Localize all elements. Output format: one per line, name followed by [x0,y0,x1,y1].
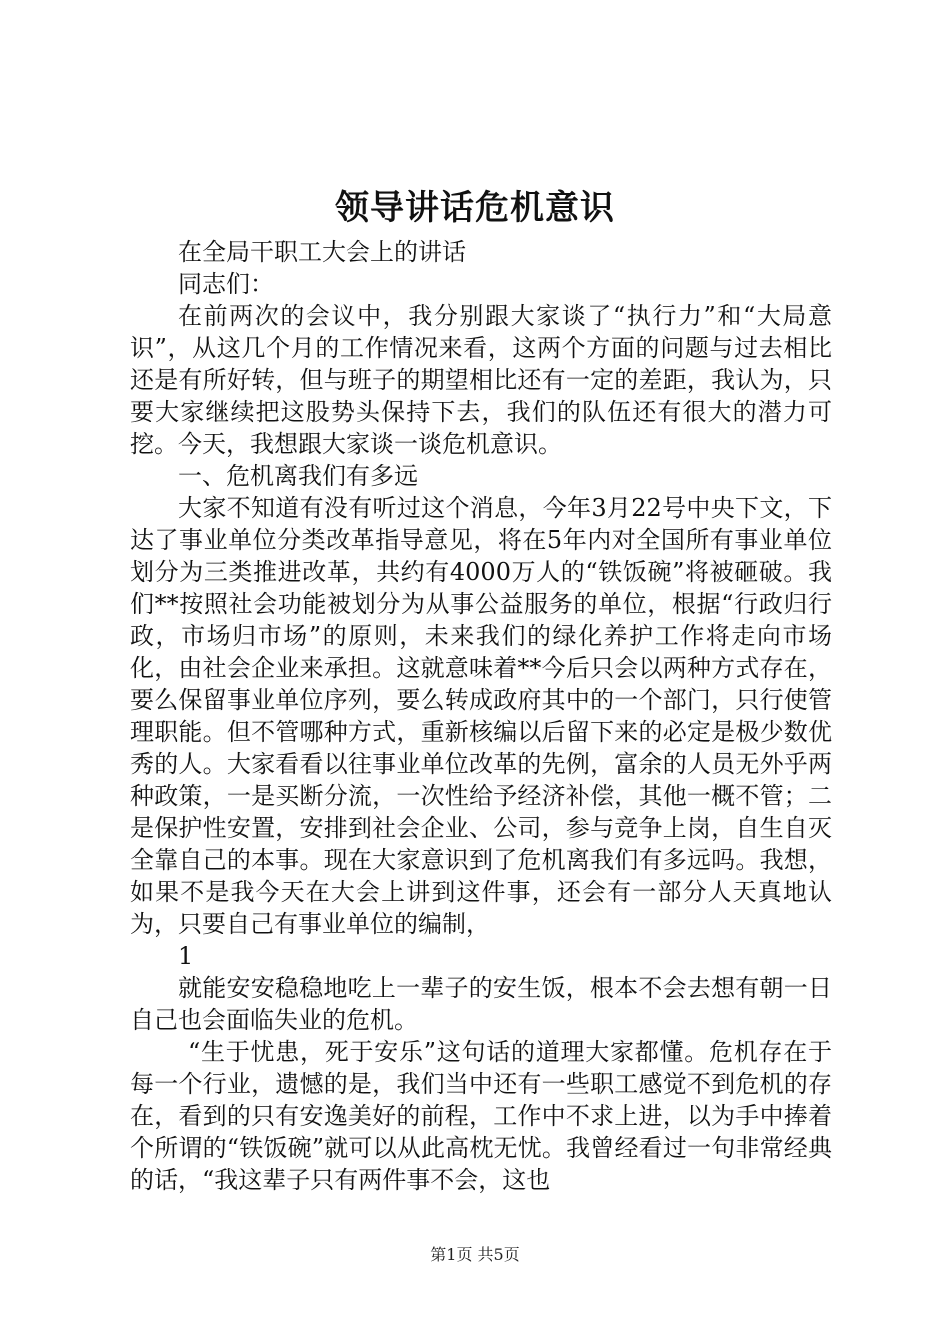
body-paragraph: 就能安安稳稳地吃上一辈子的安生饭，根本不会去想有朝一日自己也会面临失业的危机。 [130,974,832,1034]
body-paragraph: “生于忧患，死于安乐”这句话的道理大家都懂。危机存在于每一个行业，遗憾的是，我们当中还有一些职工感觉不到危机的存在，看到的只有安逸美好的前程，工作中不求上进，以为手中捧着个所谓的“铁饭碗”就可以从此高枕无忧。我曾经看过一句非常经典的话，“我这辈子只有两件事不会，这也 [130,1038,832,1194]
section-heading: 一、危机离我们有多远 [178,462,418,490]
document-body [130,236,832,1196]
speech-occasion: 在全局干职工大会上的讲话 [178,238,466,266]
inline-page-number: 1 [178,942,194,970]
page-footer: 第1页 共5页 [430,1245,520,1264]
body-paragraph: 大家不知道有没有听过这个消息，今年3月22号中央下文，下达了事业单位分类改革指导意见，将在5年内对全国所有事业单位划分为三类推进改革，共约有4000万人的“铁饭碗”将被砸破。我们**按照社会功能被划分为从事公益服务的单位，根据“行政归行政，市场归市场”的原则，未来我们的绿化养护工作将走向市场化，由社会企业来承担。这就意味着**今后只会以两种方式存在，要么保留事业单位序列，要么转成政府其中的一个部门，只行使管理职能。但不管哪种方式，重新核编以后留下来的必定是极少数优秀的人。大家看看以往事业单位改革的先例，富余的人员无外乎两种政策，一是买断分流，一次性给予经济补偿，其他一概不管；二是保护性安置，安排到社会企业、公司，参与竞争上岗，自生自灭全靠自己的本事。现在大家意识到了危机离我们有多远吗。我想，如果不是我今天在大会上讲到这件事，还会有一部分人天真地认为，只要自己有事业单位的编制， [130,494,832,938]
salutation: 同志们： [178,270,274,298]
opening-paragraph: 在前两次的会议中，我分别跟大家谈了“执行力”和“大局意识”，从这几个月的工作情况来看，这两个方面的问题与过去相比还是有所好转，但与班子的期望相比还有一定的差距，我认为，只要大家继续把这股势头保持下去，我们的队伍还有很大的潜力可挖。今天，我想跟大家谈一谈危机意识。 [130,302,832,458]
document-title: 领导讲话危机意识 [335,188,615,228]
